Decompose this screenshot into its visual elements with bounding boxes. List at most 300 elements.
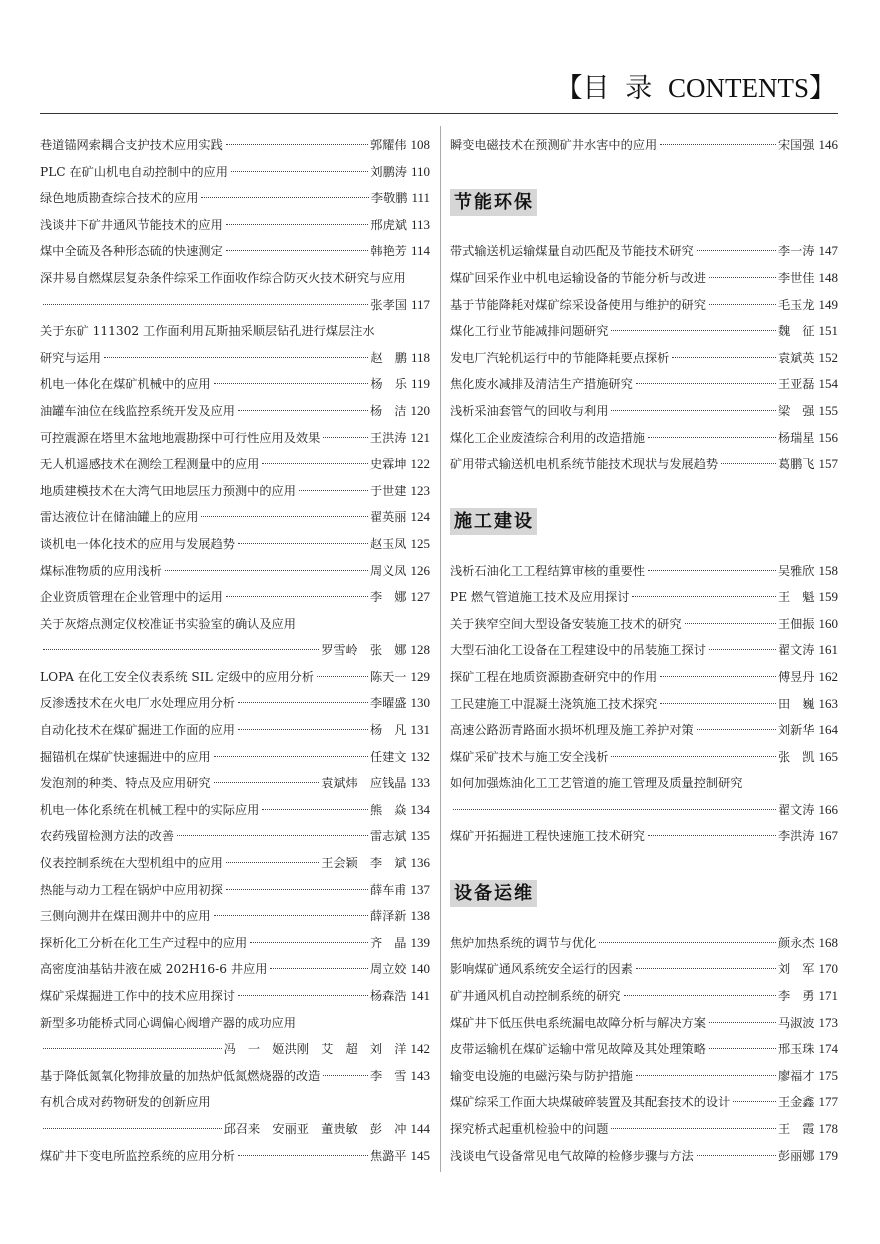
toc-entry-line bbox=[40, 1063, 430, 1090]
toc-entry-line bbox=[450, 292, 838, 319]
toc-entry-line bbox=[40, 425, 430, 452]
toc-entry-title: 基于节能降耗对煤矿综采设备使用与维护的研究 bbox=[450, 297, 706, 312]
toc-entry-author: 彭丽娜 bbox=[777, 1148, 815, 1163]
toc-entry-author: 刘 军 bbox=[777, 962, 815, 977]
toc-entry-line bbox=[40, 637, 430, 664]
toc-entry bbox=[450, 238, 838, 265]
toc-right-column bbox=[450, 132, 838, 1169]
toc-entry-title: 大型石油化工设备在工程建设中的吊装施工探讨 bbox=[450, 643, 706, 658]
toc-entry-title: 煤矿综采工作面大块煤破碎装置及其配套技术的设计 bbox=[450, 1095, 731, 1110]
toc-entry bbox=[450, 451, 838, 478]
toc-entry-title: 掘锚机在煤矿快速掘进中的应用 bbox=[40, 749, 211, 764]
toc-entry-title: 煤标准物质的应用浅析 bbox=[40, 563, 162, 578]
toc-entry-author: 杨 洁 bbox=[369, 403, 407, 418]
toc-entry-line bbox=[40, 1036, 430, 1063]
dot-leader bbox=[323, 437, 368, 438]
toc-entry-author: 赵 鹏 bbox=[370, 350, 407, 365]
toc-entry-page: 124 bbox=[410, 509, 430, 525]
toc-entry-line bbox=[40, 850, 430, 877]
toc-entry-line bbox=[40, 584, 430, 611]
toc-entry bbox=[450, 983, 838, 1010]
toc-entry-author: 毛玉龙 bbox=[777, 297, 815, 312]
toc-entry-page: 173 bbox=[818, 1014, 838, 1030]
toc-entry-page: 147 bbox=[818, 243, 838, 259]
toc-entry-author: 薛泽新 bbox=[369, 909, 407, 924]
dot-leader bbox=[323, 1075, 368, 1076]
toc-entry-title: 热能与动力工程在锅炉中应用初探 bbox=[40, 882, 223, 897]
toc-entry-title: 输变电设施的电磁污染与防护措施 bbox=[450, 1068, 633, 1083]
toc-entry-page: 161 bbox=[818, 642, 838, 658]
toc-entry-page: 157 bbox=[818, 456, 838, 472]
toc-entry-page: 165 bbox=[818, 748, 838, 764]
toc-entry-author: 傅昱丹 bbox=[777, 669, 815, 684]
toc-entry-title: 企业资质管理在企业管理中的运用 bbox=[40, 590, 223, 605]
toc-entry-title: PE 燃气管道施工技术及应用探讨 bbox=[450, 590, 630, 605]
toc-entry-line bbox=[40, 1089, 430, 1116]
toc-entry-line bbox=[450, 398, 838, 425]
toc-entry-line bbox=[40, 877, 430, 904]
toc-entry bbox=[450, 1116, 838, 1143]
toc-entry-author: 吴雅欣 bbox=[777, 563, 815, 578]
toc-entry bbox=[40, 558, 430, 585]
toc-entry-line bbox=[40, 1116, 430, 1143]
contents-title: 【目 录 CONTENTS】 bbox=[555, 73, 836, 103]
toc-entry-author: 王佃振 bbox=[777, 616, 815, 631]
toc-entry bbox=[40, 159, 430, 186]
toc-entry-title: 高密度油基钻井液在威 202H16-6 井应用 bbox=[40, 962, 268, 977]
toc-entry-page: 117 bbox=[410, 296, 430, 312]
toc-entry-page: 175 bbox=[818, 1067, 838, 1083]
toc-entry bbox=[40, 930, 430, 957]
toc-entry-page: 139 bbox=[410, 934, 430, 950]
toc-entry-title: 影响煤矿通风系统安全运行的因素 bbox=[450, 962, 633, 977]
toc-entry-line bbox=[450, 584, 838, 611]
toc-entry bbox=[450, 744, 838, 771]
dot-leader bbox=[177, 835, 368, 836]
toc-entry-author: 邢玉珠 bbox=[777, 1042, 815, 1057]
toc-entry bbox=[40, 425, 430, 452]
section-heading-block bbox=[450, 478, 838, 558]
toc-entry-title: 仪表控制系统在大型机组中的应用 bbox=[40, 856, 223, 871]
toc-entry-page: 179 bbox=[818, 1147, 838, 1163]
toc-entry-page: 144 bbox=[410, 1120, 430, 1136]
dot-leader bbox=[685, 623, 776, 624]
toc-entry-author: 杨 乐 bbox=[370, 377, 407, 392]
toc-entry-title: 有机合成对药物研发的创新应用 bbox=[40, 1095, 211, 1110]
toc-entry-page: 168 bbox=[818, 934, 838, 950]
toc-entry bbox=[450, 265, 838, 292]
toc-entry bbox=[450, 956, 838, 983]
toc-entry bbox=[40, 265, 430, 318]
toc-entry-line bbox=[450, 1036, 838, 1063]
toc-entry-page: 134 bbox=[410, 801, 430, 817]
toc-entry-author: 李洪涛 bbox=[777, 829, 815, 844]
toc-entry-line bbox=[40, 318, 430, 345]
toc-entry-line bbox=[450, 558, 838, 585]
toc-entry-author: 袁斌英 bbox=[777, 350, 815, 365]
toc-entry-line bbox=[450, 717, 838, 744]
toc-entry bbox=[450, 318, 838, 345]
toc-entry bbox=[450, 558, 838, 585]
toc-entry bbox=[40, 664, 430, 691]
toc-entry-page: 113 bbox=[410, 216, 430, 232]
toc-entry-line bbox=[450, 930, 838, 957]
toc-entry-page: 159 bbox=[818, 589, 838, 605]
toc-entry-page: 133 bbox=[410, 775, 430, 791]
dot-leader bbox=[697, 1155, 776, 1156]
dot-leader bbox=[299, 490, 368, 491]
dot-leader bbox=[262, 463, 368, 464]
toc-entry bbox=[40, 903, 430, 930]
toc-entry-line bbox=[40, 398, 430, 425]
dot-leader bbox=[648, 437, 776, 438]
dot-leader bbox=[599, 942, 776, 943]
toc-entry-title: 煤矿回采作业中机电运输设备的节能分析与改进 bbox=[450, 270, 706, 285]
toc-entry-author: 杨森浩 bbox=[369, 989, 407, 1003]
dot-leader bbox=[611, 756, 776, 757]
toc-entry bbox=[450, 1036, 838, 1063]
toc-entry-author: 薛车甫 bbox=[369, 882, 407, 897]
dot-leader bbox=[636, 1075, 776, 1076]
toc-entry bbox=[450, 611, 838, 638]
dot-leader bbox=[201, 197, 368, 198]
dot-leader bbox=[43, 649, 319, 650]
section-heading: 节能环保 bbox=[450, 189, 537, 216]
toc-entry-author: 李敬鹏 bbox=[370, 191, 408, 206]
toc-entry-page: 136 bbox=[410, 855, 430, 871]
toc-entry-title: 矿用带式输送机电机系统节能技术现状与发展趋势 bbox=[450, 457, 719, 472]
toc-entry-title: 深井易自燃煤层复杂条件综采工作面收作综合防灭火技术研究与应用 bbox=[40, 270, 406, 285]
toc-entry bbox=[40, 956, 430, 983]
dot-leader bbox=[214, 915, 368, 916]
toc-entry-title: 焦炉加热系统的调节与优化 bbox=[450, 935, 597, 950]
toc-entry-title: 煤矿井下低压供电系统漏电故障分析与解决方案 bbox=[450, 1015, 706, 1030]
dot-leader bbox=[238, 702, 368, 703]
toc-entry-title: 巷道锚网索耦合支护技术应用实践 bbox=[40, 138, 223, 152]
toc-entry-title: 探矿工程在地质资源勘查研究中的作用 bbox=[450, 669, 658, 684]
toc-entry-page: 156 bbox=[818, 429, 838, 445]
toc-entry bbox=[40, 717, 430, 744]
toc-entry bbox=[40, 212, 430, 239]
dot-leader bbox=[201, 516, 368, 517]
toc-entry-line bbox=[40, 558, 430, 585]
toc-entry-title: 新型多功能桥式同心调偏心阀增产器的成功应用 bbox=[40, 1015, 296, 1030]
toc-entry-title: 煤化工企业废渣综合利用的改造措施 bbox=[450, 430, 645, 445]
dot-leader bbox=[238, 1155, 368, 1156]
toc-entry-line bbox=[40, 797, 430, 824]
dot-leader bbox=[733, 1101, 776, 1102]
toc-entry-page: 148 bbox=[818, 269, 838, 285]
toc-entry-line bbox=[450, 983, 838, 1010]
toc-entry-page: 111 bbox=[411, 190, 430, 206]
toc-entry-author: 雷志斌 bbox=[369, 829, 407, 844]
dot-leader bbox=[238, 729, 368, 730]
toc-entry bbox=[40, 690, 430, 717]
toc-entry-author: 田 巍 bbox=[777, 696, 815, 711]
column-divider bbox=[440, 126, 441, 1172]
section-heading: 设备运维 bbox=[450, 880, 537, 907]
toc-entry-title: 机电一体化在煤矿机械中的应用 bbox=[40, 377, 211, 392]
dot-leader bbox=[648, 570, 776, 571]
toc-entry-line bbox=[40, 345, 430, 372]
toc-entry bbox=[450, 132, 838, 159]
toc-entry-title: 煤化工行业节能减排问题研究 bbox=[450, 324, 609, 339]
toc-entry-author: 刘鹏涛 bbox=[370, 164, 407, 179]
dot-leader bbox=[226, 224, 369, 225]
toc-entry-author: 魏 征 bbox=[777, 324, 815, 339]
toc-entry-author: 李曜盛 bbox=[369, 696, 407, 711]
toc-entry-line bbox=[450, 425, 838, 452]
toc-entry-author: 陈天一 bbox=[369, 669, 407, 684]
toc-entry bbox=[450, 425, 838, 452]
dot-leader bbox=[165, 570, 368, 571]
toc-entry-title: 浅析石油化工工程结算审核的重要性 bbox=[450, 563, 645, 578]
dot-leader bbox=[697, 729, 776, 730]
dot-leader bbox=[636, 968, 776, 969]
toc-entry-author: 邱召来 安丽亚 董贵敏 彭 冲 bbox=[223, 1121, 407, 1136]
toc-entry-line bbox=[40, 478, 430, 505]
toc-entry bbox=[40, 132, 430, 159]
dot-leader bbox=[709, 304, 776, 305]
toc-entry-page: 114 bbox=[410, 243, 430, 259]
toc-entry-line bbox=[40, 238, 430, 265]
toc-entry-title: 高速公路沥青路面水损坏机理及施工养护对策 bbox=[450, 723, 694, 738]
toc-entry-author: 于世建 bbox=[369, 483, 407, 498]
toc-entry-author: 李 娜 bbox=[369, 590, 407, 605]
toc-entry bbox=[450, 1089, 838, 1116]
toc-entry-title: 农药残留检测方法的改善 bbox=[40, 829, 175, 844]
toc-entry-line bbox=[450, 797, 838, 824]
toc-entry-page: 137 bbox=[410, 881, 430, 897]
toc-entry-title: 矿井通风机自动控制系统的研究 bbox=[450, 989, 621, 1004]
toc-entry-page: 166 bbox=[818, 801, 838, 817]
toc-entry-title: 发泡剂的种类、特点及应用研究 bbox=[40, 776, 211, 791]
toc-entry-author: 张孝国 bbox=[370, 297, 407, 312]
toc-entry-page: 160 bbox=[818, 615, 838, 631]
dot-leader bbox=[226, 889, 368, 890]
toc-entry-page: 120 bbox=[410, 402, 430, 418]
toc-entry-author: 周义凤 bbox=[369, 563, 407, 578]
dot-leader bbox=[632, 596, 776, 597]
toc-entry bbox=[40, 318, 430, 371]
toc-entry-page: 142 bbox=[410, 1041, 430, 1057]
toc-entry-page: 177 bbox=[818, 1094, 838, 1110]
dot-leader bbox=[709, 649, 776, 650]
toc-entry-title: 谈机电一体化技术的应用与发展趋势 bbox=[40, 536, 235, 551]
toc-entry bbox=[40, 398, 430, 425]
dot-leader bbox=[238, 995, 368, 996]
toc-entry-line bbox=[450, 664, 838, 691]
toc-entry-page: 128 bbox=[410, 642, 430, 658]
toc-entry-title: 关于狭窄空间大型设备安装施工技术的研究 bbox=[450, 616, 682, 631]
dot-leader bbox=[672, 357, 776, 358]
toc-entry-page: 171 bbox=[818, 988, 838, 1004]
dot-leader bbox=[660, 676, 776, 677]
toc-entry-page: 108 bbox=[410, 137, 430, 152]
toc-entry-author: 任建文 bbox=[369, 749, 407, 764]
toc-entry-line bbox=[450, 318, 838, 345]
dot-leader bbox=[226, 144, 368, 145]
toc-entry-page: 145 bbox=[410, 1147, 430, 1163]
toc-entry-page: 121 bbox=[410, 429, 430, 445]
toc-entry bbox=[40, 531, 430, 558]
toc-entry-line bbox=[450, 823, 838, 850]
dot-leader bbox=[104, 357, 368, 358]
toc-entry-title: 关于灰熔点测定仪校准证书实验室的确认及应用 bbox=[40, 616, 296, 631]
toc-entry-page: 178 bbox=[818, 1121, 838, 1137]
toc-entry-author: 颜永杰 bbox=[777, 935, 815, 950]
dot-leader bbox=[709, 1048, 776, 1049]
toc-entry bbox=[450, 1143, 838, 1170]
toc-entry-line bbox=[40, 159, 430, 186]
toc-entry bbox=[40, 451, 430, 478]
toc-entry-line bbox=[40, 132, 430, 159]
toc-entry bbox=[450, 823, 838, 850]
toc-entry-line bbox=[450, 1010, 838, 1037]
toc-entry-title: 煤矿采煤掘进工作中的技术应用探讨 bbox=[40, 989, 235, 1003]
toc-entry-author: 赵玉凤 bbox=[369, 536, 407, 551]
dot-leader bbox=[636, 383, 776, 384]
toc-entry-author: 齐 晶 bbox=[369, 935, 407, 950]
toc-entry-line bbox=[40, 185, 430, 212]
toc-entry-line bbox=[40, 531, 430, 558]
dot-leader bbox=[231, 171, 368, 172]
toc-entry-author: 刘新华 bbox=[777, 723, 815, 738]
toc-entry-page: 127 bbox=[410, 589, 430, 605]
toc-entry-page: 135 bbox=[410, 828, 430, 844]
toc-entry bbox=[450, 1063, 838, 1090]
toc-entry bbox=[40, 877, 430, 904]
toc-entry-title: PLC 在矿山机电自动控制中的应用 bbox=[40, 164, 228, 179]
toc-entry-line bbox=[40, 611, 430, 638]
toc-entry-author: 宋国强 bbox=[777, 138, 815, 152]
toc-entry-page: 141 bbox=[410, 988, 430, 1003]
toc-entry-author: 翟英丽 bbox=[369, 510, 407, 525]
dot-leader bbox=[250, 942, 368, 943]
toc-entry-line bbox=[40, 930, 430, 957]
toc-entry bbox=[450, 691, 838, 718]
toc-entry-title: 三侧向测井在煤田测井中的应用 bbox=[40, 909, 211, 924]
toc-entry-line bbox=[40, 1010, 430, 1037]
dot-leader bbox=[43, 304, 368, 305]
toc-entry bbox=[40, 584, 430, 611]
toc-entry-page: 164 bbox=[818, 722, 838, 738]
dot-leader bbox=[214, 756, 368, 757]
toc-entry-page: 119 bbox=[410, 376, 430, 392]
dot-leader bbox=[262, 809, 368, 810]
dot-leader bbox=[648, 835, 776, 836]
toc-entry-author: 翟文涛 bbox=[777, 802, 815, 817]
toc-entry-author: 史霖坤 bbox=[369, 457, 407, 472]
toc-entry-page: 110 bbox=[410, 163, 430, 179]
toc-entry-title: 雷达液位计在储油罐上的应用 bbox=[40, 510, 199, 525]
toc-entry-line bbox=[40, 823, 430, 850]
toc-entry bbox=[450, 770, 838, 823]
toc-entry-line bbox=[40, 371, 430, 398]
toc-entry-author: 王金鑫 bbox=[777, 1095, 815, 1110]
toc-entry-author: 杨瑞星 bbox=[777, 430, 815, 445]
toc-entry-title: 可控震源在塔里木盆地地震勘探中可行性应用及效果 bbox=[40, 430, 321, 445]
toc-entry-author: 周立姣 bbox=[369, 962, 407, 977]
dot-leader bbox=[214, 782, 320, 783]
toc-entry-line bbox=[450, 1143, 838, 1170]
toc-entry bbox=[40, 1143, 430, 1170]
toc-entry-title: 如何加强炼油化工工艺管道的施工管理及质量控制研究 bbox=[450, 776, 743, 791]
toc-entry-author: 熊 焱 bbox=[369, 802, 407, 817]
toc-entry bbox=[40, 238, 430, 265]
toc-entry-title: 绿色地质勘查综合技术的应用 bbox=[40, 191, 199, 206]
toc-entry-page: 163 bbox=[818, 695, 838, 711]
toc-entry-title: 地质建模技术在大湾气田地层压力预测中的应用 bbox=[40, 483, 296, 498]
toc-entry bbox=[40, 611, 430, 664]
toc-entry bbox=[450, 398, 838, 425]
dot-leader bbox=[611, 410, 776, 411]
toc-entry-line bbox=[450, 265, 838, 292]
toc-entry-line bbox=[450, 691, 838, 718]
toc-entry-line bbox=[450, 1116, 838, 1143]
toc-entry-line bbox=[450, 132, 838, 159]
toc-entry-line bbox=[450, 956, 838, 983]
toc-entry-page: 125 bbox=[410, 535, 430, 551]
toc-entry-title: 自动化技术在煤矿掘进工作面的应用 bbox=[40, 723, 235, 738]
toc-entry-line bbox=[450, 1089, 838, 1116]
toc-entry bbox=[40, 850, 430, 877]
section-heading-block bbox=[450, 159, 838, 239]
toc-entry-title-continued: 研究与运用 bbox=[40, 350, 101, 365]
toc-entry-title: 无人机遥感技术在测绘工程测量中的应用 bbox=[40, 457, 260, 472]
toc-entry-author: 翟文涛 bbox=[777, 643, 815, 658]
toc-entry-title: 浅析采油套管气的回收与利用 bbox=[450, 403, 609, 418]
toc-entry-page: 158 bbox=[818, 562, 838, 578]
dot-leader bbox=[317, 676, 368, 677]
toc-entry bbox=[450, 292, 838, 319]
toc-entry-author: 邢虎斌 bbox=[370, 217, 407, 232]
dot-leader bbox=[226, 250, 369, 251]
toc-entry bbox=[40, 770, 430, 797]
toc-entry-page: 170 bbox=[818, 961, 838, 977]
dot-leader bbox=[214, 383, 369, 384]
dot-leader bbox=[709, 277, 776, 278]
toc-entry-author: 李 勇 bbox=[777, 989, 815, 1004]
toc-entry-title: 带式输送机运输煤量自动匹配及节能技术研究 bbox=[450, 244, 694, 259]
dot-leader bbox=[43, 1048, 222, 1049]
toc-entry-line bbox=[450, 371, 838, 398]
toc-entry-title: 发电厂汽轮机运行中的节能降耗要点探析 bbox=[450, 350, 670, 365]
toc-entry-line bbox=[40, 903, 430, 930]
toc-entry-title: 瞬变电磁技术在预测矿井水害中的应用 bbox=[450, 138, 658, 152]
toc-entry-line bbox=[450, 611, 838, 638]
dot-leader bbox=[270, 968, 367, 969]
toc-entry-title: 基于降低氮氧化物排放量的加热炉低氮燃烧器的改造 bbox=[40, 1068, 321, 1083]
toc-entry bbox=[40, 744, 430, 771]
toc-entry bbox=[40, 1010, 430, 1063]
toc-left-column bbox=[40, 132, 430, 1169]
toc-entry-line bbox=[450, 744, 838, 771]
toc-entry-line bbox=[40, 717, 430, 744]
toc-entry-line bbox=[450, 345, 838, 372]
toc-entry-title: 探究桥式起重机检验中的问题 bbox=[450, 1122, 609, 1137]
toc-entry-line bbox=[40, 451, 430, 478]
dot-leader bbox=[226, 862, 319, 863]
toc-entry-line bbox=[450, 451, 838, 478]
toc-entry bbox=[450, 930, 838, 957]
toc-entry-page: 167 bbox=[818, 828, 838, 844]
dot-leader bbox=[660, 144, 776, 145]
dot-leader bbox=[660, 703, 776, 704]
toc-entry-page: 131 bbox=[410, 722, 430, 738]
toc-entry-title: LOPA 在化工安全仪表系统 SIL 定级中的应用分析 bbox=[40, 669, 315, 684]
toc-entry-title: 浅谈电气设备常见电气故障的检修步骤与方法 bbox=[450, 1148, 694, 1163]
